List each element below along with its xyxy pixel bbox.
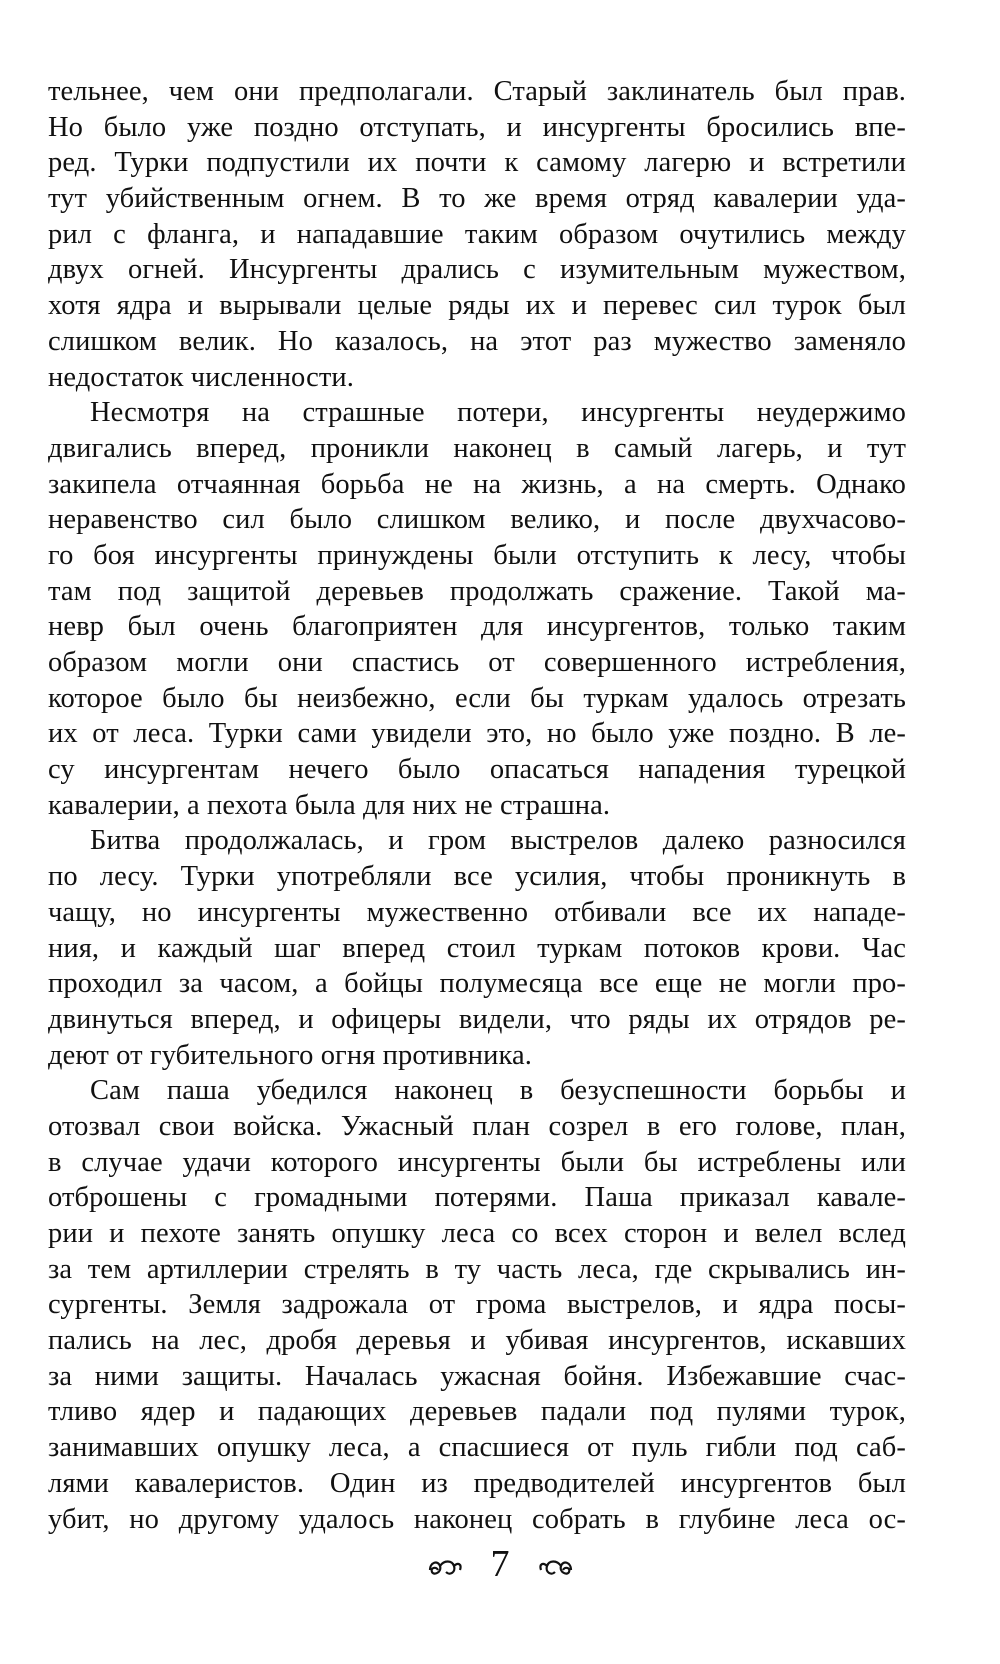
text-line: рии и пехоте занять опушку леса со всех сторон и велел вслед xyxy=(48,1218,906,1249)
text-line: закипела отчаянная борьба не на жизнь, а на смерть. Однако xyxy=(48,468,906,500)
text-line: Несмотря на страшные потери, инсургенты неудержимо xyxy=(90,397,906,429)
text-line: Битва продолжалась, и гром выстрелов далеко разносился xyxy=(90,825,906,857)
text-line: хотя ядра и вырывали целые ряды их и перевес сил турок был xyxy=(48,290,906,322)
paragraph-container xyxy=(48,74,906,1537)
text-line: сургенты. Земля задрожала от грома выстрелов, и ядра посы- xyxy=(48,1289,906,1321)
text-line: деют от губительного огня противника. xyxy=(48,1039,532,1071)
text-line: недостаток численности. xyxy=(48,361,355,393)
floral-ornament-left-icon xyxy=(426,1550,464,1578)
text-line: образом могли они спастись от совершенного истребления, xyxy=(48,647,906,678)
text-line: двинуться вперед, и офицеры видели, что ряды их отрядов ре- xyxy=(48,1003,906,1035)
text-line: пались на лес, дробя деревья и убивая инсургентов, искавших xyxy=(48,1325,906,1357)
text-line: проходил за часом, а бойцы полумесяца все еще не могли про- xyxy=(48,968,906,1000)
text-line: го боя инсургенты принуждены были отступить к лесу, чтобы xyxy=(48,539,906,571)
paragraph xyxy=(48,74,906,395)
text-line: за ними защиты. Началась ужасная бойня. Избежавшие счас- xyxy=(48,1360,906,1392)
text-line: там под защитой деревьев продолжать сражение. Такой ма- xyxy=(48,575,906,607)
text-line: кавалерии, а пехота была для них не страшна. xyxy=(48,789,611,821)
page-number: 7 xyxy=(490,1542,510,1585)
text-line: Сам паша убедился наконец в безуспешности борьбы и xyxy=(90,1075,906,1107)
text-line: Но было уже поздно отступать, и инсургенты бросились впе- xyxy=(48,111,906,143)
text-line: двигались вперед, проникли наконец в самый лагерь, и тут xyxy=(48,432,906,464)
text-line: слишком велик. Но казалось, на этот раз мужество заменяло xyxy=(48,325,906,357)
text-line: неравенство сил было слишком велико, и после двухчасово- xyxy=(48,504,906,536)
text-line: в случае удачи которого инсургенты были бы истреблены или xyxy=(48,1146,906,1178)
text-line: невр был очень благоприятен для инсургентов, только таким xyxy=(48,611,906,643)
text-line: отброшены с громадными потерями. Паша приказал кавале- xyxy=(48,1182,906,1214)
page-footer xyxy=(0,1540,1000,1584)
text-line: су инсургентам нечего было опасаться нападения турецкой xyxy=(48,754,906,786)
text-line: ния, и каждый шаг вперед стоил туркам потоков крови. Час xyxy=(48,932,906,964)
text-line: ред. Турки подпустили их почти к самому лагерю и встретили xyxy=(48,147,906,179)
text-line: убит, но другому удалось наконец собрать в глубине леса ос- xyxy=(48,1503,906,1535)
text-line: тут убийственным огнем. В то же время отряд кавалерии уда- xyxy=(48,183,906,215)
text-line: лями кавалеристов. Один из предводителей инсургентов был xyxy=(48,1467,906,1499)
text-line: за тем артиллерии стрелять в ту часть леса, где скрывались ин- xyxy=(48,1253,906,1285)
paragraph xyxy=(48,823,906,1073)
floral-ornament-right-icon xyxy=(537,1550,575,1578)
text-line: тельнее, чем они предполагали. Старый заклинатель был прав. xyxy=(48,76,906,107)
text-line: рил с фланга, и нападавшие таким образом очутились между xyxy=(48,218,906,250)
text-line: по лесу. Турки употребляли все усилия, чтобы проникнуть в xyxy=(48,861,906,893)
text-line: занимавших опушку леса, а спасшиеся от пуль гибли под саб- xyxy=(48,1432,906,1464)
text-line: чащу, но инсургенты мужественно отбивали все их нападе- xyxy=(48,896,906,928)
text-line: их от леса. Турки сами увидели это, но было уже поздно. В ле- xyxy=(48,718,906,750)
text-line: тливо ядер и падающих деревьев падали под пулями турок, xyxy=(48,1396,906,1428)
text-line: двух огней. Инсургенты дрались с изумительным мужеством, xyxy=(48,254,906,286)
text-line: отозвал свои войска. Ужасный план созрел в его голове, план, xyxy=(48,1110,906,1142)
text-line: которое было бы неизбежно, если бы туркам удалось отрезать xyxy=(48,682,906,714)
paragraph xyxy=(48,1073,906,1537)
body-text xyxy=(48,74,906,1537)
paragraph xyxy=(48,395,906,823)
